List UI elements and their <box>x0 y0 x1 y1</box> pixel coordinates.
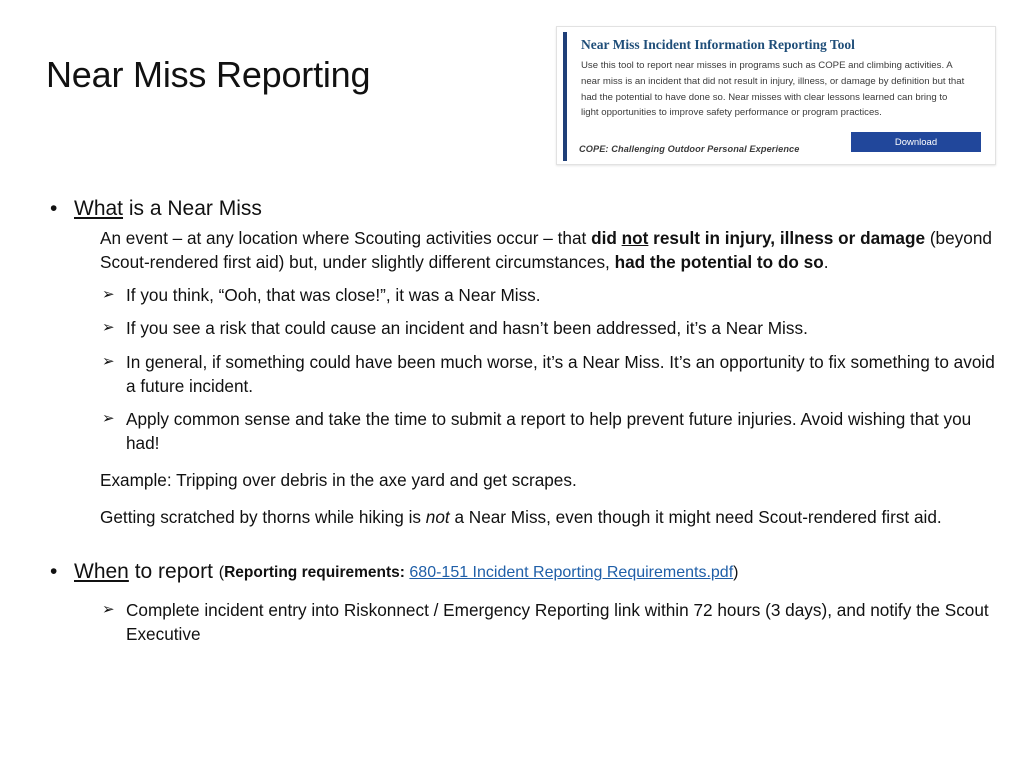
list-item <box>46 407 1001 455</box>
example-line: Example: Tripping over debris in the axe yard and get scrapes. <box>100 469 577 490</box>
slide-content <box>46 196 1001 646</box>
definition-part-1: An event – at any location where Scouting activities occur – that <box>100 228 592 249</box>
card-content <box>581 37 985 121</box>
close-paren: ) <box>733 564 739 582</box>
what-heading-rest: is a Near Miss <box>123 197 262 220</box>
list-item-text: If you see a risk that could cause an incident and hasn’t been addressed, it’s a Near Miss. <box>126 318 808 339</box>
incident-reporting-requirements-link[interactable]: 680-151 Incident Reporting Requirements.pdf <box>409 564 734 582</box>
thorns-pre: Getting scratched by thorns while hiking is <box>100 506 426 527</box>
thorns-post: a Near Miss, even though it might need Scout-rendered first aid. <box>449 506 942 527</box>
list-item <box>46 316 1001 340</box>
list-item-text: If you think, “Ooh, that was close!”, it was a Near Miss. <box>126 285 541 306</box>
list-item-text: In general, if something could have been much worse, it’s a Near Miss. It’s an opportunity to fix something to avoid a future incident. <box>126 351 995 396</box>
bullet-dot-icon: • <box>50 560 58 584</box>
definition-bold-1: did <box>591 228 622 249</box>
arrow-bullet-icon: ➢ <box>102 352 115 370</box>
list-item-text: Complete incident entry into Riskonnect / Emergency Reporting link within 72 hours (3 days), and notify the Scout Executive <box>126 600 989 645</box>
when-section <box>46 559 1001 646</box>
reporting-requirements-label: Reporting requirements: <box>224 564 405 582</box>
bullet-dot-icon: • <box>50 197 58 220</box>
list-item-text: Apply common sense and take the time to submit a report to help prevent future injuries. Avoid wishing that you had! <box>126 408 972 453</box>
when-keyword: When <box>74 560 129 584</box>
list-item <box>46 350 1001 398</box>
what-keyword: What <box>74 197 124 220</box>
open-paren: ( <box>218 564 225 582</box>
arrow-bullet-icon: ➢ <box>102 409 115 427</box>
arrow-bullet-icon: ➢ <box>102 319 115 337</box>
list-item <box>46 283 1001 307</box>
download-button[interactable]: Download <box>851 132 981 152</box>
definition-part-2: (beyond Scout-rendered first aid) but, under slightly different circumstances, <box>100 228 992 273</box>
definition-bold-2: result in injury, illness or damage <box>648 228 926 249</box>
card-body-text: Use this tool to report near misses in programs such as COPE and climbing activities. A near miss is an incident that did not result in injury, illness, or damage by definition but that had the potential to have done so. Near misses with clear lessons learned can bring to light opportunities to improve safety performance or program practices. <box>581 59 965 119</box>
card-accent-bar <box>563 32 567 161</box>
thorns-italic-not: not <box>425 506 450 527</box>
definition-bold-3: had the potential to do so <box>614 252 824 273</box>
card-title: Near Miss Incident Information Reporting Tool <box>581 37 855 52</box>
cope-acronym-note: COPE: Challenging Outdoor Personal Experience <box>579 144 800 154</box>
list-item <box>46 598 1001 646</box>
definition-part-3: . <box>823 252 829 273</box>
near-miss-definition <box>46 226 1001 274</box>
when-heading-rest: to report <box>128 560 219 584</box>
arrow-bullet-icon: ➢ <box>102 601 115 619</box>
bullet-when <box>46 559 1001 585</box>
page-title: Near Miss Reporting <box>46 54 371 95</box>
arrow-bullet-icon: ➢ <box>102 286 115 304</box>
bullet-what <box>46 196 1001 222</box>
definition-bold-underline-not: not <box>621 228 649 249</box>
thorns-clarification <box>46 505 1001 529</box>
near-miss-tool-card <box>556 26 996 165</box>
